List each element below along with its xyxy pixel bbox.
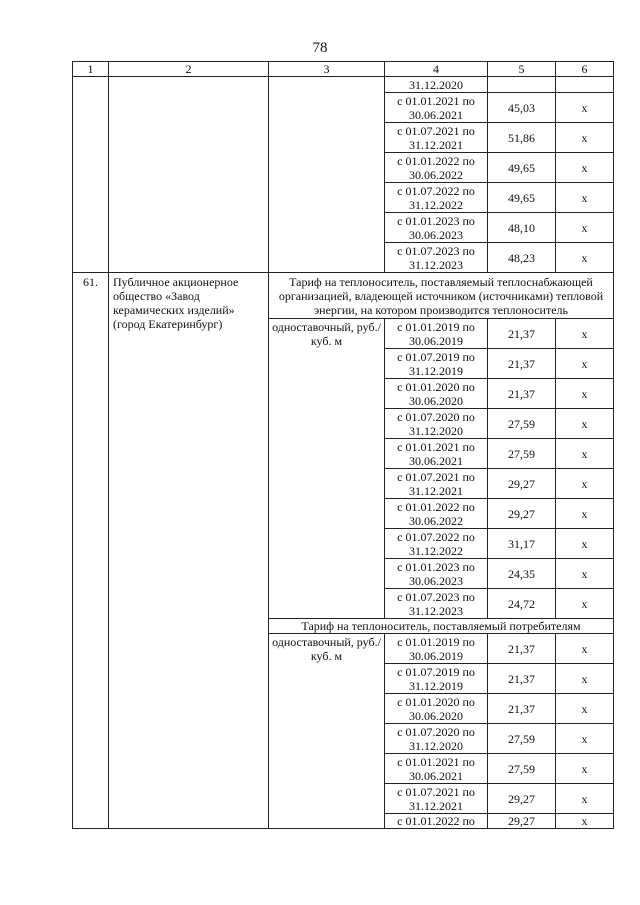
- value-cell: 21,37: [488, 319, 556, 349]
- period-cell: с 01.01.2023 по 30.06.2023: [385, 559, 488, 589]
- tariff-table: [72, 61, 614, 829]
- section-title: Тариф на теплоноситель, поставляемый теплоснабжающей организацией, владеющей источником (источниками) тепловой энергии, на котором производится теплоноситель: [269, 273, 614, 319]
- page-number: 78: [312, 40, 328, 56]
- unit-cell: одноставочный, руб./куб. м: [269, 319, 385, 619]
- value-cell: 27,59: [488, 409, 556, 439]
- value-cell: 48,23: [488, 243, 556, 273]
- period-cell: с 01.01.2022 по 30.06.2022: [385, 153, 488, 183]
- table-row: [73, 77, 614, 93]
- value-cell: 49,65: [488, 183, 556, 213]
- value-cell: 21,37: [488, 664, 556, 694]
- section-title-row: [73, 273, 614, 319]
- extra-cell: х: [556, 634, 614, 664]
- header-cell-1: 1: [73, 62, 109, 77]
- period-cell: с 01.01.2021 по 30.06.2021: [385, 93, 488, 123]
- period-cell: с 01.01.2023 по 30.06.2023: [385, 213, 488, 243]
- value-cell: 45,03: [488, 93, 556, 123]
- extra-cell: х: [556, 784, 614, 814]
- continued-number-cell: [73, 77, 109, 273]
- value-cell: 27,59: [488, 724, 556, 754]
- period-cell: с 01.01.2019 по 30.06.2019: [385, 319, 488, 349]
- extra-cell: х: [556, 469, 614, 499]
- extra-cell: х: [556, 319, 614, 349]
- header-row: [73, 62, 614, 77]
- value-cell: 29,27: [488, 499, 556, 529]
- period-cell: с 01.07.2020 по 31.12.2020: [385, 409, 488, 439]
- value-cell: 27,59: [488, 439, 556, 469]
- entry-name: Публичное акционерное общество «Завод керамических изделий» (город Екатеринбург): [109, 273, 269, 829]
- period-cell: с 01.01.2020 по 30.06.2020: [385, 694, 488, 724]
- value-cell: 51,86: [488, 123, 556, 153]
- value-cell: 21,37: [488, 349, 556, 379]
- period-cell: с 01.07.2019 по 31.12.2019: [385, 664, 488, 694]
- section-title: Тариф на теплоноситель, поставляемый потребителям: [269, 619, 614, 634]
- value-cell: 24,35: [488, 559, 556, 589]
- period-cell: с 01.07.2022 по 31.12.2022: [385, 529, 488, 559]
- entry-number: 61.: [73, 273, 109, 829]
- period-cell: с 01.01.2021 по 30.06.2021: [385, 439, 488, 469]
- header-cell-3: 3: [269, 62, 385, 77]
- extra-cell: х: [556, 724, 614, 754]
- period-cell: с 01.07.2021 по 31.12.2021: [385, 784, 488, 814]
- extra-cell: х: [556, 243, 614, 273]
- continued-name-cell: [109, 77, 269, 273]
- extra-cell: х: [556, 213, 614, 243]
- value-cell: 24,72: [488, 589, 556, 619]
- value-cell: 49,65: [488, 153, 556, 183]
- header-cell-5: 5: [488, 62, 556, 77]
- value-cell: 21,37: [488, 634, 556, 664]
- period-cell: с 01.01.2022 по 30.06.2022: [385, 499, 488, 529]
- extra-cell: х: [556, 664, 614, 694]
- extra-cell: х: [556, 589, 614, 619]
- period-cell: с 01.07.2021 по 31.12.2021: [385, 469, 488, 499]
- value-cell: 29,27: [488, 469, 556, 499]
- period-cell: с 01.07.2020 по 31.12.2020: [385, 724, 488, 754]
- extra-cell: х: [556, 123, 614, 153]
- value-cell: 29,27: [488, 784, 556, 814]
- value-cell: 21,37: [488, 379, 556, 409]
- extra-cell: х: [556, 694, 614, 724]
- value-cell: 21,37: [488, 694, 556, 724]
- header-cell-4: 4: [385, 62, 488, 77]
- extra-cell: х: [556, 439, 614, 469]
- extra-cell: х: [556, 349, 614, 379]
- period-cell: 31.12.2020: [385, 77, 488, 93]
- unit-cell: одноставочный, руб./куб. м: [269, 634, 385, 829]
- period-cell: с 01.01.2019 по 30.06.2019: [385, 634, 488, 664]
- period-cell: с 01.07.2022 по 31.12.2022: [385, 183, 488, 213]
- extra-cell: х: [556, 754, 614, 784]
- period-cell: с 01.01.2020 по 30.06.2020: [385, 379, 488, 409]
- period-cell: с 01.01.2021 по 30.06.2021: [385, 754, 488, 784]
- extra-cell: х: [556, 559, 614, 589]
- extra-cell: х: [556, 529, 614, 559]
- header-cell-6: 6: [556, 62, 614, 77]
- value-cell: 27,59: [488, 754, 556, 784]
- period-cell: с 01.07.2023 по 31.12.2023: [385, 589, 488, 619]
- period-cell: с 01.07.2019 по 31.12.2019: [385, 349, 488, 379]
- extra-cell: х: [556, 153, 614, 183]
- extra-cell: х: [556, 93, 614, 123]
- value-cell: [488, 77, 556, 93]
- extra-cell: [556, 77, 614, 93]
- extra-cell: х: [556, 409, 614, 439]
- header-cell-2: 2: [109, 62, 269, 77]
- extra-cell: х: [556, 499, 614, 529]
- extra-cell: х: [556, 814, 614, 829]
- value-cell: 31,17: [488, 529, 556, 559]
- value-cell: 48,10: [488, 213, 556, 243]
- value-cell: 29,27: [488, 814, 556, 829]
- extra-cell: х: [556, 379, 614, 409]
- period-cell: с 01.01.2022 по: [385, 814, 488, 829]
- continued-unit-cell: [269, 77, 385, 273]
- period-cell: с 01.07.2021 по 31.12.2021: [385, 123, 488, 153]
- extra-cell: х: [556, 183, 614, 213]
- period-cell: с 01.07.2023 по 31.12.2023: [385, 243, 488, 273]
